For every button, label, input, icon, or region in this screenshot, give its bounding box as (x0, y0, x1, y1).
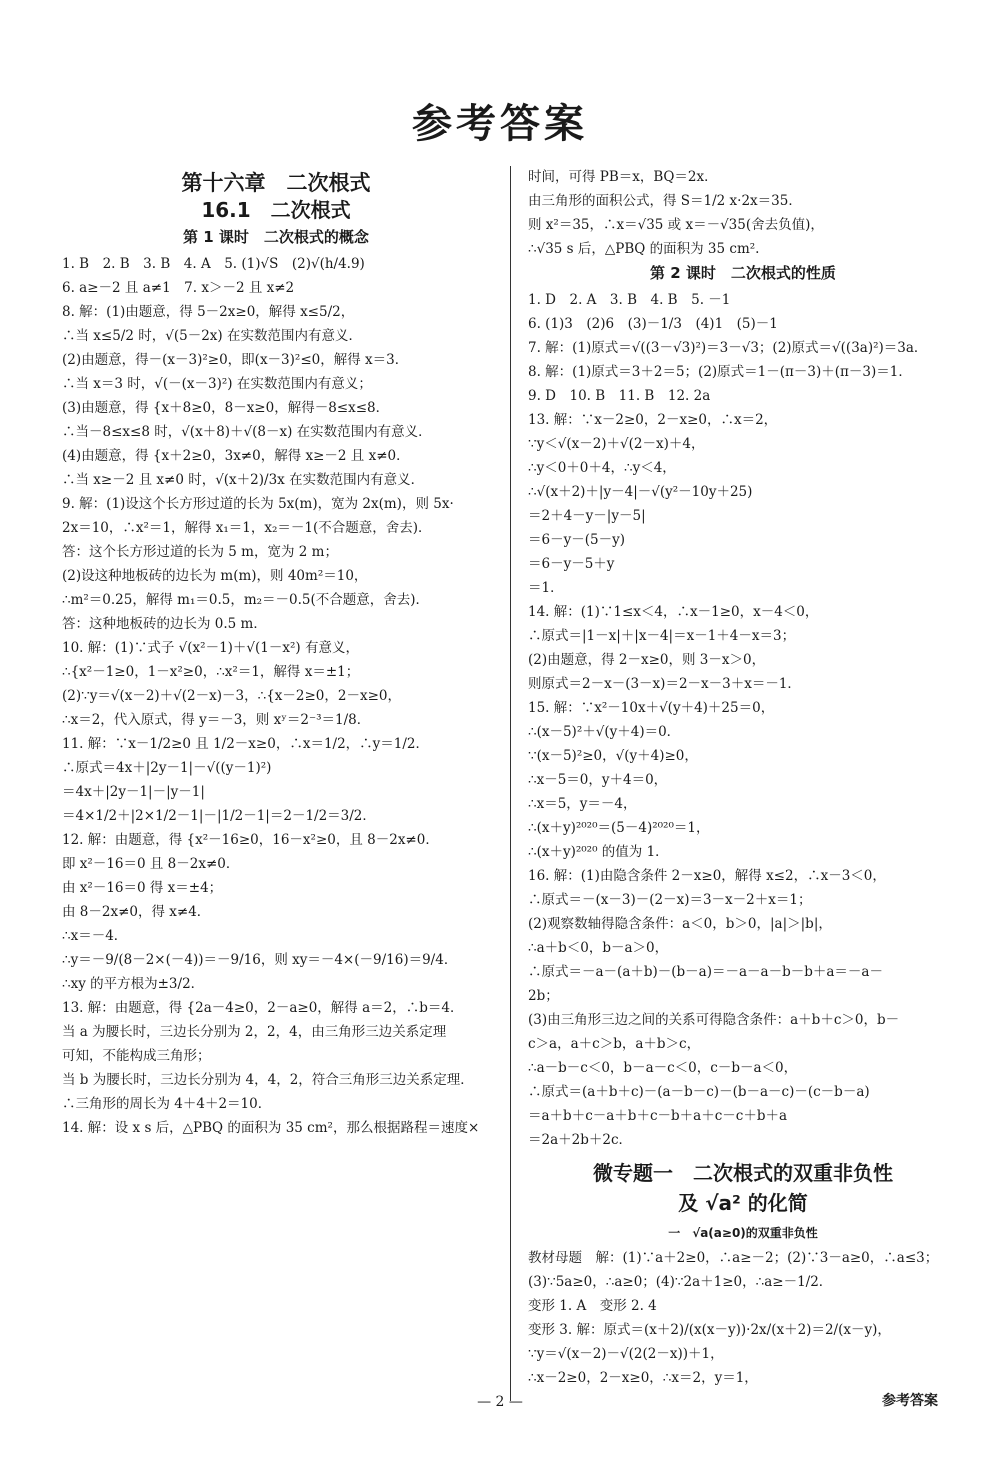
right-answer-line: ＝6－y－5＋y (528, 556, 615, 572)
right-answer-line: 则原式＝2－x－(3－x)＝2－x－3＋x＝－1． (528, 676, 801, 692)
right-answer-cont-line: 由三角形的面积公式，得 S＝1/2 x·2x＝35． (528, 193, 802, 209)
right-answer-line: 1. D 2. A 3. B 4. B 5. －1 (528, 292, 731, 308)
right-answer-line: ∵(x－5)²≥0，√(y＋4)≥0， (528, 748, 698, 764)
right-answer-line: ∴a－b－c＜0，b－a－c＜0，c－b－a＜0， (528, 1060, 798, 1076)
right-answer-line: ∴(x－5)²＋√(y＋4)＝0． (528, 724, 681, 740)
special-topic-title-line-1: 微专题一 二次根式的双重非负性 (593, 1161, 893, 1185)
right-answer-line: ＝2a＋2b＋2c． (528, 1132, 633, 1148)
left-answer-line: ＝4x＋|2y－1|－|y－1| (62, 784, 205, 800)
left-answer-line: 由 8－2x≠0，得 x≠4． (62, 904, 211, 920)
left-answer-line: ∴{x²－1≥0，1－x²≥0，∴x²＝1，解得 x＝±1； (62, 664, 360, 680)
left-answer-line: 6. a≥－2 且 a≠1 7. x＞－2 且 x≠2 (62, 280, 295, 296)
right-answer-line: ∴(x＋y)²⁰²⁰＝(5－4)²⁰²⁰＝1， (528, 820, 710, 836)
right-answer-line: 16. 解：(1)由隐含条件 2－x≥0，解得 x≤2，∴x－3＜0， (528, 868, 886, 884)
left-answer-line: 10. 解：(1)∵式子 √(x²－1)＋√(1－x²) 有意义， (62, 640, 359, 656)
left-answer-line: 答：这种地板砖的边长为 0.5 m． (62, 616, 267, 632)
left-column (62, 168, 490, 1143)
footer-label: 参考答案 (882, 1393, 938, 1409)
left-answer-line: (2)由题意，得－(x－3)²≥0，即(x－3)²≤0，解得 x＝3． (62, 352, 409, 368)
right-answer-line: ∴原式＝－a－(a＋b)－(b－a)＝－a－a－b－b＋a＝－a－ (528, 964, 883, 980)
left-answer-line: 14. 解：设 x s 后，△PBQ 的面积为 35 cm²，那么根据路程＝速度× (62, 1120, 480, 1136)
right-answer-line: (3)由三角形三边之间的关系可得隐含条件：a＋b＋c＞0，b－ (528, 1012, 900, 1028)
left-answer-line: ∴xy 的平方根为±3/2． (62, 976, 205, 992)
right-answer-line: ∴(x＋y)²⁰²⁰ 的值为 1． (528, 844, 669, 860)
right-answer-list-continued (528, 168, 958, 259)
left-answer-line: (2)设这种地板砖的边长为 m(m)，则 40m²＝10， (62, 568, 368, 584)
left-answer-line: ∴m²＝0.25，解得 m₁＝0.5，m₂＝－0.5(不合题意，舍去)． (62, 592, 430, 608)
special-answer-line: ∴x－2≥0，2－x≥0，∴x＝2，y＝1， (528, 1370, 758, 1386)
left-answer-line: ∴三角形的周长为 4＋4＋2＝10． (62, 1096, 272, 1112)
right-answer-line: ＝a＋b＋c－a＋b＋c－b＋a＋c－c＋b＋a (528, 1108, 788, 1124)
special-answer-line: 教材母题 解：(1)∵a＋2≥0，∴a≥－2；(2)∵3－a≥0，∴a≤3； (528, 1250, 939, 1266)
right-column (528, 168, 958, 1393)
right-answer-line: ∴y＜0＋0＋4，∴y＜4， (528, 460, 676, 476)
right-answer-line: ＝1． (528, 580, 564, 596)
special-answer-line: (3)∵5a≥0，∴a≥0；(4)∵2a＋1≥0，∴a≥－1/2． (528, 1274, 833, 1290)
right-answer-line: 14. 解：(1)∵1≤x＜4，∴x－1≥0，x－4＜0， (528, 604, 819, 620)
right-answer-line: ∴原式＝(a＋b＋c)－(a－b－c)－(b－a－c)－(c－b－a) (528, 1084, 870, 1100)
right-answer-list (528, 291, 958, 1150)
left-answer-line: 可知，不能构成三角形； (62, 1048, 211, 1064)
right-answer-line: 6. (1)3 (2)6 (3)－1/3 (4)1 (5)－1 (528, 316, 778, 332)
right-answer-cont-line: ∴√35 s 后，△PBQ 的面积为 35 cm². (528, 241, 760, 257)
left-answer-line: 当 b 为腰长时，三边长分别为 4，4，2，符合三角形三边关系定理． (62, 1072, 474, 1088)
left-answer-line: 2x＝10，∴x²＝1，解得 x₁＝1，x₂＝－1(不合题意，舍去)． (62, 520, 432, 536)
left-answer-line: 答：这个长方形过道的长为 5 m，宽为 2 m； (62, 544, 338, 560)
left-answer-line: (2)∵y＝√(x－2)＋√(2－x)－3，∴{x－2≥0，2－x≥0， (62, 688, 401, 704)
right-answer-line: c＞a，a＋c＞b，a＋b＞c， (528, 1036, 701, 1052)
left-answer-line: ＝4×1/2＋|2×1/2－1|－|1/2－1|＝2－1/2＝3/2． (62, 808, 376, 824)
right-answer-line: 7. 解：(1)原式＝√((3－√3)²)＝3－√3；(2)原式＝√((3a)²)＝3a． (528, 340, 928, 356)
left-answer-line: ∴x＝2，代入原式，得 y＝－3，则 xʸ＝2⁻³＝1/8． (62, 712, 371, 728)
right-answer-line: (2)由题意，得 2－x≥0，则 3－x＞0， (528, 652, 766, 668)
right-answer-line: ∵y＜√(x－2)＋√(2－x)＋4， (528, 436, 705, 452)
special-topic-subheading: 一 √a(a≥0)的双重非负性 (668, 1226, 818, 1240)
left-answer-line: ∴x＝－4． (62, 928, 128, 944)
lesson-2-heading: 第 2 课时 二次根式的性质 (650, 264, 836, 282)
special-topic-title (528, 1158, 958, 1218)
left-answer-line: (3)由题意，得 {x＋8≥0，8－x≥0，解得－8≤x≤8． (62, 400, 390, 416)
right-answer-line: ∴√(x＋2)＋|y－4|－√(y²－10y＋25) (528, 484, 753, 500)
chapter-heading: 第十六章 二次根式 (181, 171, 371, 195)
column-divider (510, 166, 511, 1401)
special-answer-line: ∵y＝√(x－2)－√(2(2－x))＋1， (528, 1346, 724, 1362)
right-answer-line: (2)观察数轴得隐含条件：a＜0，b＞0，|a|＞|b|， (528, 916, 832, 932)
left-answer-line: ∴当－8≤x≤8 时，√(x＋8)＋√(8－x) 在实数范围内有意义． (62, 424, 432, 440)
left-answer-line: 1. B 2. B 3. B 4. A 5. (1)√S (2)√(h/4.9) (62, 256, 365, 272)
right-answer-line: 13. 解：∵x－2≥0，2－x≥0，∴x＝2， (528, 412, 778, 428)
left-answer-line: 即 x²－16＝0 且 8－2x≠0． (62, 856, 240, 872)
left-answer-line: 12. 解：由题意，得 {x²－16≥0，16－x²≥0，且 8－2x≠0． (62, 832, 439, 848)
left-answer-line: 13. 解：由题意，得 {2a－4≥0，2－a≥0，解得 a＝2，∴b＝4． (62, 1000, 464, 1016)
left-answer-list (62, 255, 490, 1138)
left-answer-line: ∴当 x＝3 时，√(－(x－3)²) 在实数范围内有意义； (62, 376, 372, 392)
left-answer-line: (4)由题意，得 {x＋2≥0，3x≠0，解得 x≥－2 且 x≠0． (62, 448, 410, 464)
section-heading: 16.1 二次根式 (201, 198, 351, 222)
right-answer-line: ∴原式＝|1－x|＋|x－4|＝x－1＋4－x＝3； (528, 628, 796, 644)
left-answer-line: 11. 解：∵x－1/2≥0 且 1/2－x≥0，∴x＝1/2，∴y＝1/2． (62, 736, 430, 752)
right-answer-line: ＝6－y－(5－y) (528, 532, 625, 548)
special-answer-line: 变形 1. A 变形 2. 4 (528, 1298, 657, 1314)
left-answer-line: 9. 解：(1)设这个长方形过道的长为 5x(m)，宽为 2x(m)，则 5x· (62, 496, 454, 512)
right-answer-cont-line: 则 x²＝35，∴x＝√35 或 x＝－√35(舍去负值)， (528, 217, 824, 233)
left-answer-line: 由 x²－16＝0 得 x＝±4； (62, 880, 223, 896)
left-answer-line: 8. 解：(1)由题意，得 5－2x≥0，解得 x≤5/2， (62, 304, 355, 320)
right-answer-line: ∴a＋b＜0，b－a＞0， (528, 940, 669, 956)
right-answer-cont-line: 时间，可得 PB＝x，BQ＝2x． (528, 169, 718, 185)
right-answer-line: 9. D 10. B 11. B 12. 2a (528, 388, 711, 404)
right-answer-line: ∴x－5＝0，y＋4＝0， (528, 772, 668, 788)
left-answer-line: ∴当 x≥－2 且 x≠0 时，√(x＋2)/3x 在实数范围内有意义． (62, 472, 425, 488)
right-answer-line: 2b； (528, 988, 559, 1004)
left-answer-line: ∴y＝－9/(8－2×(－4))＝－9/16，则 xy＝－4×(－9/16)＝9/4． (62, 952, 458, 968)
right-answer-line: 15. 解：∵x²－10x＋√(y＋4)＋25＝0， (528, 700, 775, 716)
right-answer-line: ∴原式＝－(x－3)－(2－x)＝3－x－2＋x＝1； (528, 892, 812, 908)
right-answer-line: 8. 解：(1)原式＝3＋2＝5；(2)原式＝1－(π－3)＋(π－3)＝1． (528, 364, 912, 380)
right-answer-line: ＝2＋4－y－|y－5| (528, 508, 646, 524)
left-answer-line: ∴原式＝4x＋|2y－1|－√((y－1)²) (62, 760, 272, 776)
special-topic-title-line-2: 及 √a² 的化简 (678, 1191, 808, 1215)
left-answer-line: 当 a 为腰长时，三边长分别为 2，2，4，由三角形三边关系定理 (62, 1024, 447, 1040)
lesson-heading: 第 1 课时 二次根式的概念 (183, 228, 369, 246)
page-number: — 2 — (477, 1394, 523, 1410)
special-topic-answer-list (528, 1249, 958, 1388)
page-title: 参考答案 (412, 101, 588, 147)
special-answer-line: 变形 3. 解：原式＝(x＋2)/(x(x－y))·2x/(x＋2)＝2/(x－y)， (528, 1322, 891, 1338)
right-answer-line: ∴x＝5，y＝－4， (528, 796, 637, 812)
left-answer-line: ∴当 x≤5/2 时，√(5－2x) 在实数范围内有意义． (62, 328, 362, 344)
